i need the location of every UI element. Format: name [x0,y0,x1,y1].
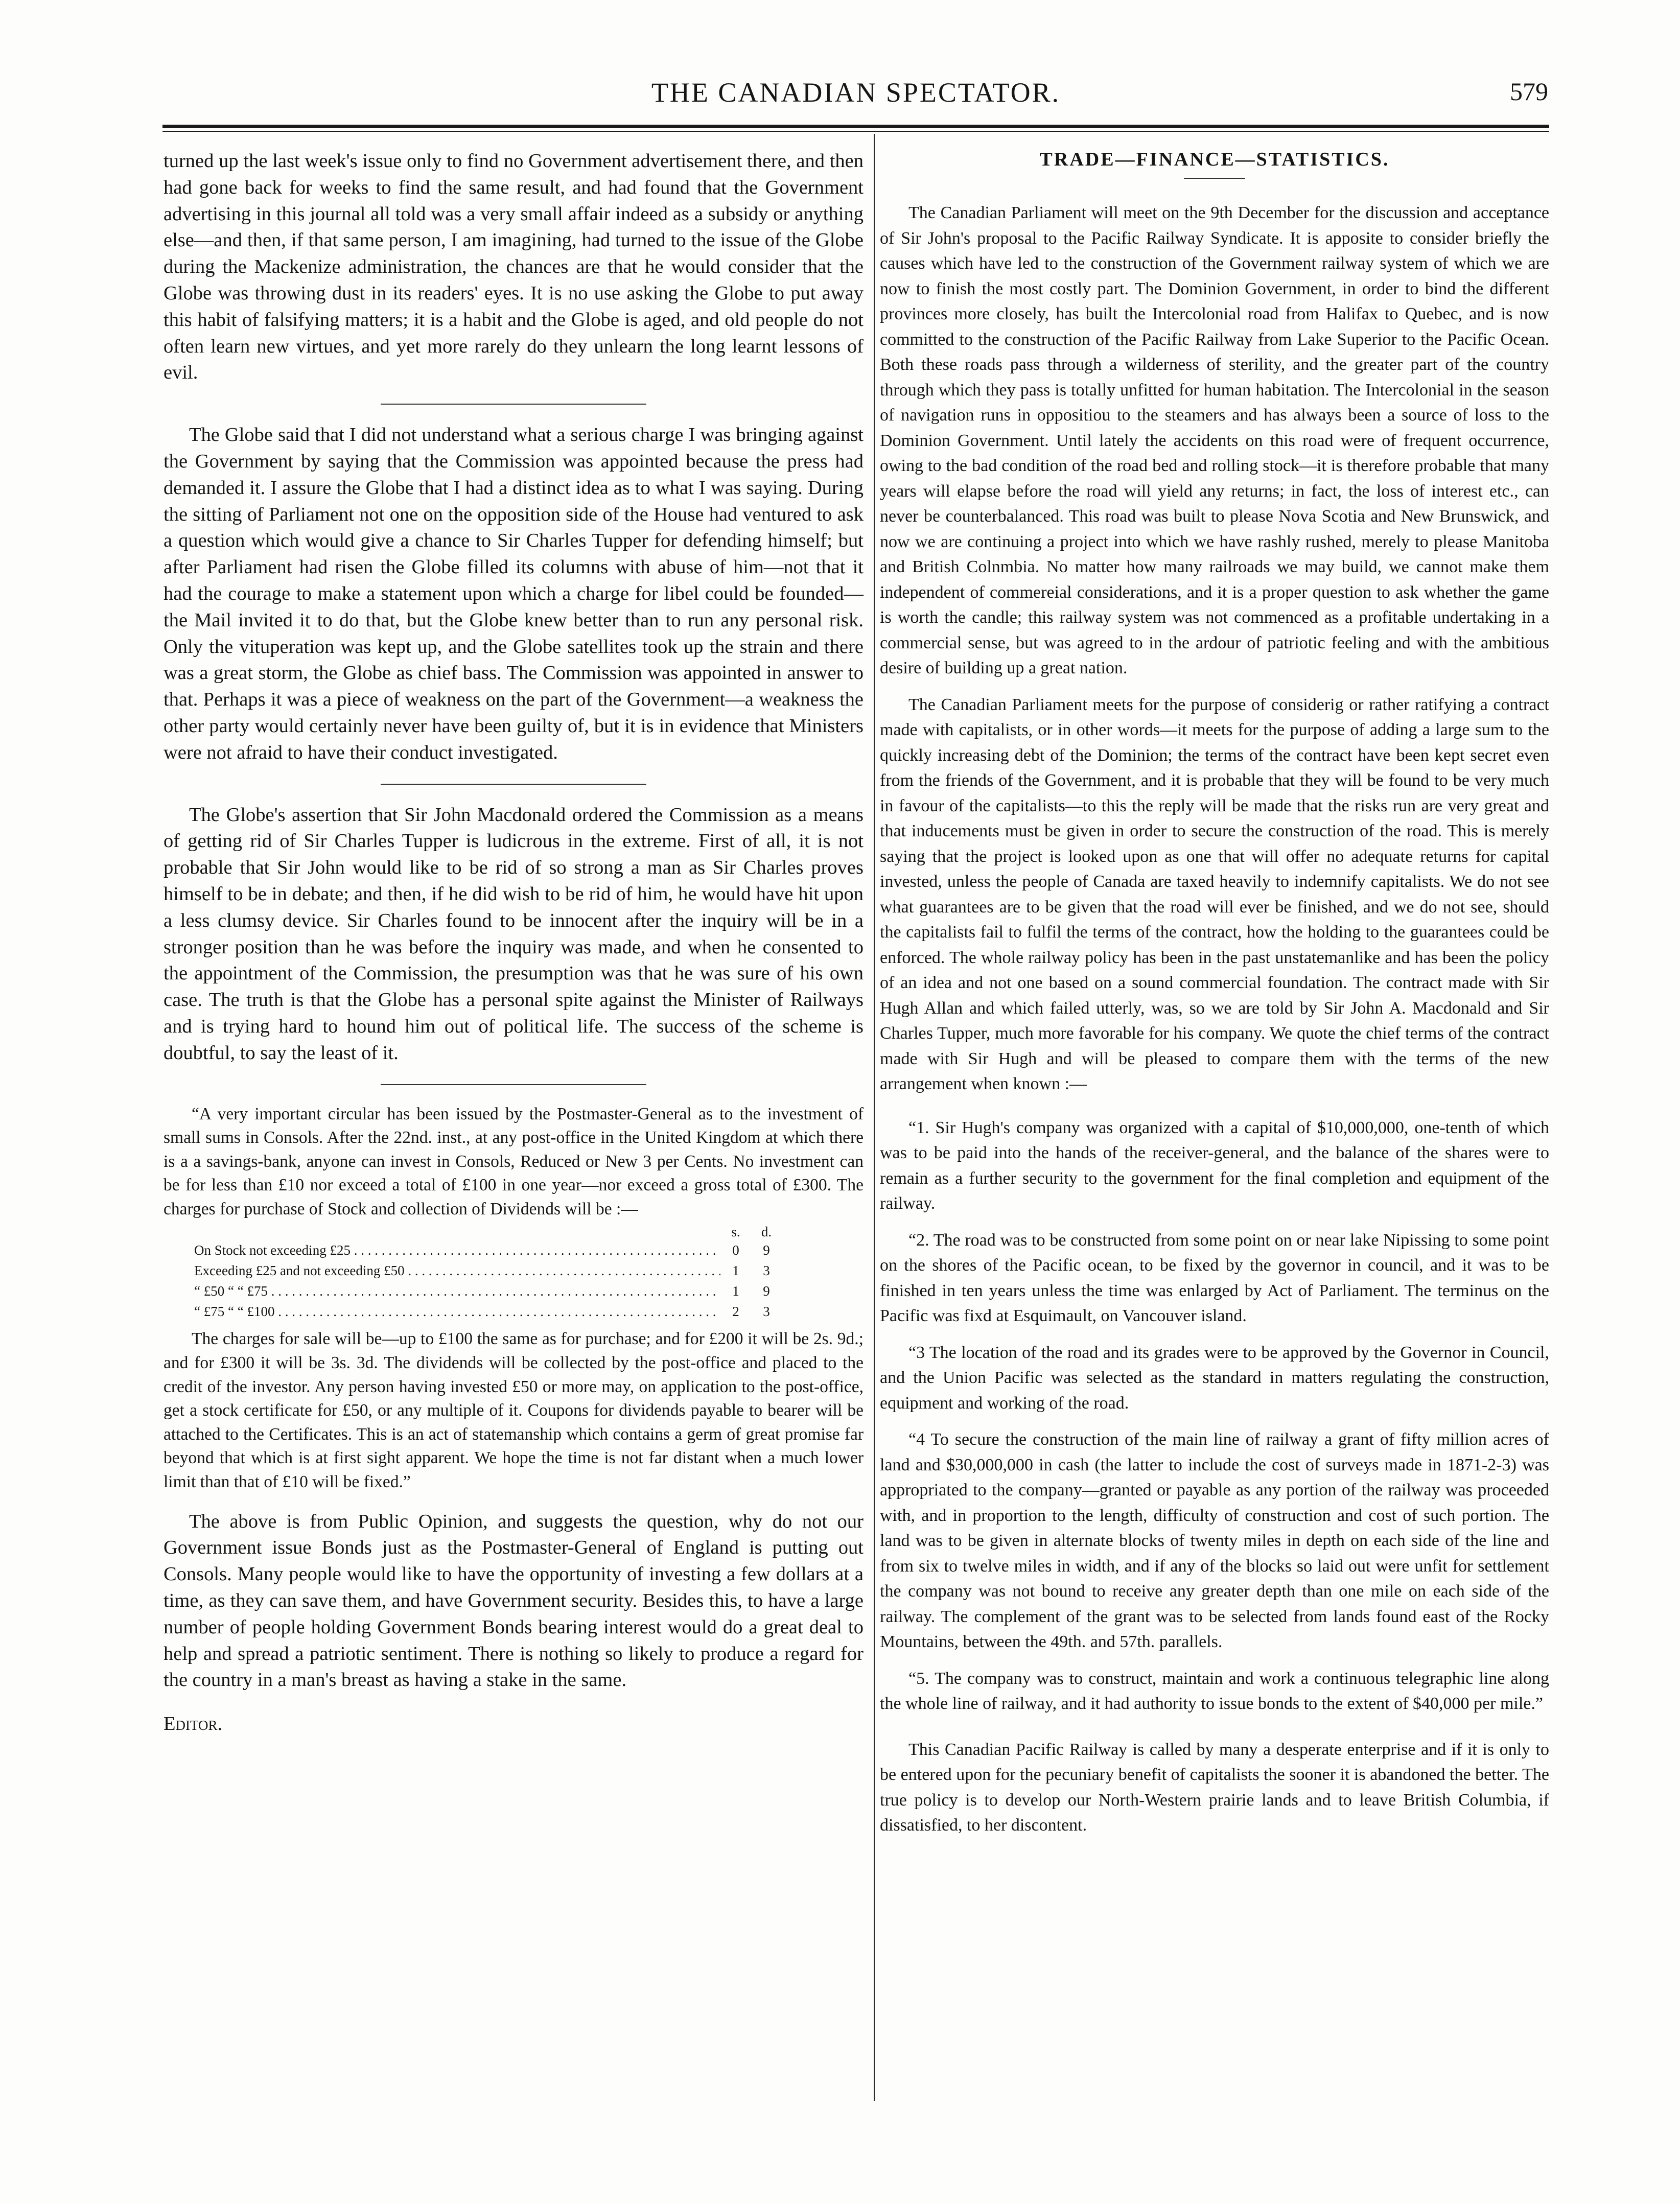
table-cell: 9 [763,1283,770,1299]
editor-signature: Editor. [164,1713,223,1735]
charges-table [194,1224,782,1324]
section-separator [381,1084,646,1085]
paragraph: The above is from Public Opinion, and suggests the question, why do not our Government issue Bonds just as the Postmaster-General of England is putting out Consols. Many people would like to have the opportunity of investing a few dollars at a time, as they can save them, and have Government security. Besides this, to have a large number of people holding Government Bonds bearing interest would do a great deal to help and spread a patriotic sentiment. There is nothing so likely to produce a regard for the country in a man's breast as having a stake in the same. [164,1510,864,1691]
contract-term: “4 To secure the construction of the main line of railway a grant of fifty million acres of land and $30,000,000 in cash (the latter to include the cost of surveys made in 1871-2-3) was appropriated to the company—granted or payable as any portion of the railway was proceeded with, and in proportion to the length, difficulty of construction and cost of such portion. The land was to be given in alternate blocks of twenty miles in depth on each side of the line and from six to twelve miles in width, and if any of the blocks so laid out were unfit for settlement the company was not bound to receive any greater depth than one mile on each side of the railway. The complement of the grant was to be selected from lands found east of the Rocky Mountains, between the 49th. and 57th. parallels. [880,1430,1549,1651]
left-column [164,148,864,1755]
table-header [194,1224,782,1242]
masthead: THE CANADIAN SPECTATOR. [651,77,1061,108]
header-rule [162,125,1549,128]
table-label: “ £50 “ “ £75 . . . [194,1283,720,1299]
table-row [194,1304,782,1324]
column-header: d. [761,1224,772,1240]
paragraph: The Canadian Parliament will meet on the 9th December for the discussion and acceptance of Sir John's proposal to the Pacific Railway Syndicate. It is apposite to consider briefly the causes which have led to the construction of the Government railway system of which we are now to finish the most costly part. The Dominion Government, in order to bind the different provinces more closely, has built the Intercolonial road from Halifax to Quebec, and is now committed to the construction of the Pacific Railway from Lake Superior to the Pacific Ocean. Both these roads pass through a wilderness of sterility, and the greater part of the country through which they pass is totally unfitted for human habitation. The Intercolonial in the season of navigation runs in oppositiou to the steamers and has always been a source of loss to the Dominion Government. Until lately the accidents on this road were of frequent occurrence, owing to the bad condition of the road bed and rolling stock—it is therefore probable that many years will elapse before the road will yield any returns; in fact, the loss of interest etc., can never be counterbalanced. This road was built to please Nova Scotia and New Brunswick, and now we are continuing a project into which we have rashly rushed, merely to please Manitoba and British Colnmbia. No matter how many railroads we may build, we cannot make them independent of commereial considerations, and it is a proper question to ask whether the game is worth the candle; this railway system was not commenced as a profitable undertaking in a commercial sense, but was agreed to in the ardour of patriotic feeling and with the ambitious desire of building up a great nation. [880,203,1549,677]
table-cell: 1 [732,1263,739,1279]
contract-term: “3 The location of the road and its grades were to be approved by the Governor in Council, and the Union Pacific was selected as the standard in matters regulating the construction, equipment and working of the road. [880,1343,1549,1413]
paragraph: turned up the last week's issue only to find no Government advertisement there, and then had gone back for weeks to find the same result, and had found that the Government advertising in this journal all told was a very small affair indeed as a subsidy or anything else—and then, if that same person, I am imagining, had turned to the issue of the Globe during the Mackenize administration, the chances are that he would consider that the Globe was throwing dust in its readers' eyes. It is no use asking the Globe to put away this habit of falsifying matters; it is a habit and the Globe is aged, and old people do not often learn new virtues, and yet more rarely do they unlearn the long learnt lessons of evil. [164,150,864,384]
section-title: TRADE—FINANCE—STATISTICS. [1039,149,1390,170]
right-column [880,148,1549,1849]
header-rule-thin [162,131,1549,132]
table-label: On Stock not exceeding £25 . . . [194,1242,720,1258]
table-cell: 3 [763,1263,770,1279]
column-divider [874,134,875,2101]
table-cell: 3 [763,1304,770,1320]
section-separator [381,404,646,405]
paragraph: The Globe said that I did not understand what a serious charge I was bringing against the Government by saying that the Commission was appointed because the press had demanded it. I assure the Globe that I had a distinct idea as to what I was saying. During the sitting of Parliament not one on the opposition side of the House had ventured to ask a question which would give a chance to Sir Charles Tupper for defending himself; but after Parliament had risen the Globe filled its columns with abuse of him—not that it had the courage to make a statement upon which a charge for libel could be founded—the Mail invited it to do that, but the Globe knew better than to run any personal risk. Only the vituperation was kept up, and the Globe satellites took up the strain and there was a great storm, the Globe as chief bass. The Commission was appointed in answer to that. Perhaps it was a piece of weakness on the part of the Government—a weakness the other party would certainly never have been guilty of, but it is in evidence that Ministers were not afraid to have their conduct investigated. [164,424,864,763]
contract-term: “5. The company was to construct, maintain and work a continuous telegraphic line along the whole line of railway, and it had authority to issue bonds to the extent of $40,000 per mile.” [880,1669,1549,1713]
table-cell: 1 [732,1283,739,1299]
table-cell: 2 [732,1304,739,1320]
paragraph: The Canadian Parliament meets for the purpose of considerig or rather ratifying a contract made with capitalists, or in other words—it meets for the purpose of adding a large sum to the quickly increasing debt of the Dominion; the terms of the contract have been kept secret even from the friends of the Government, and it is probable that they will be found to be very much in favour of the capitalists—to this the reply will be made that the risks run are very great and that inducements must be given in order to secure the construction of the road. This is merely saying that the project is looked upon as one that will offer no adequate returns for capital invested, unless the people of Canada are taxed heavily to indemnify capitalists. We do not see what guarantees are to be given that the road will ever be finished, and we do not see, should the capitalists fail to fulfil the terms of the contract, how the holding to the guarantees could be enforced. The whole railway policy has been in the past unstatemanlike and has been the policy of an idea and not one based on a sound commercial foundation. The contract made with Sir Hugh Allan and which failed utterly, was, so we are told by Sir John A. Macdonald and Sir Charles Tupper, much more favorable for his company. We quote the chief terms of the contract made with Sir Hugh and will be pleased to compare them with the terms of the new arrangement when known :— [880,695,1549,1093]
table-label: Exceeding £25 and not exceeding £50 . . . [194,1263,720,1279]
quote-paragraph: “A very important circular has been issued by the Postmaster-General as to the investment of small sums in Consols. After the 22nd. inst., at any post-office in the United Kingdom at which there is a a savings-bank, anyone can invest in Consols, Reduced or New 3 per Cents. No investment can be for less than £10 nor exceed a total of £100 in one year—nor exceed a gross total of £300. The charges for purchase of Stock and collection of Dividends will be :— [164,1104,864,1218]
section-separator [381,784,646,785]
quoted-circular [164,1103,864,1494]
paragraph: The Globe's assertion that Sir John Macdonald ordered the Commission as a means of getting rid of Sir Charles Tupper is ludicrous in the extreme. First of all, it is not probable that Sir John would like to be rid of so strong a man as Sir Charles proves himself to be in debate; and then, if he did wish to be rid of him, he would have hit upon a less clumsy device. Sir Charles found to be innocent after the inquiry will be in a stronger position than he was before the inquiry was made, and when he consented to the appointment of the Commission, the presumption was that he was sure of his own case. The truth is that the Globe has a personal spite against the Minister of Railways and is trying hard to hound him out of political life. The success of the scheme is doubtful, to say the least of it. [164,804,864,1064]
column-header: s. [731,1224,740,1240]
paragraph: This Canadian Pacific Railway is called by many a desperate enterprise and if it is only to be entered upon for the pecuniary benefit of capitalists the sooner it is abandoned the better. The true policy is to develop our North-Western prairie lands and to leave British Columbia, if dissatisfied, to her discontent. [880,1740,1549,1835]
quote-paragraph: The charges for sale will be—up to £100 the same as for purchase; and for £200 it will be 2s. 9d.; and for £300 it will be 3s. 3d. The dividends will be collected by the post-office and placed to the credit of the investor. Any person having invested £50 or more may, on application to the post-office, get a stock certificate for £50, or any multiple of it. Coupons for dividends payable to bearer will be attached to the Certificates. This is an act of statemanship which contains a germ of great promise far beyond that which is at first sight apparent. We hope the time is not far distant when a much lower limit than that of £10 will be fixed.” [164,1329,864,1492]
contract-term: “2. The road was to be constructed from some point on or near lake Nipissing to some point on the shores of the Pacific ocean, to be fixed by the governor in council, and it was to be finished in ten years unless the time was enlarged by Act of Parliament. The terminus on the Pacific was fixd at Esquimault, on Vancouver island. [880,1230,1549,1325]
table-cell: 0 [732,1242,739,1258]
table-row [194,1263,782,1283]
title-separator [1184,178,1245,179]
contract-term: “1. Sir Hugh's company was organized with a capital of $10,000,000, one-tenth of which was to be paid into the hands of the receiver-general, and the balance of the shares were to remain as a further security to the government for the final completion and equipment of the railway. [880,1118,1549,1213]
table-row [194,1283,782,1304]
table-cell: 9 [763,1242,770,1258]
table-row [194,1242,782,1263]
page-number: 579 [1510,77,1548,106]
table-label: “ £75 “ “ £100 . . . [194,1304,720,1320]
page-header [164,77,1548,118]
